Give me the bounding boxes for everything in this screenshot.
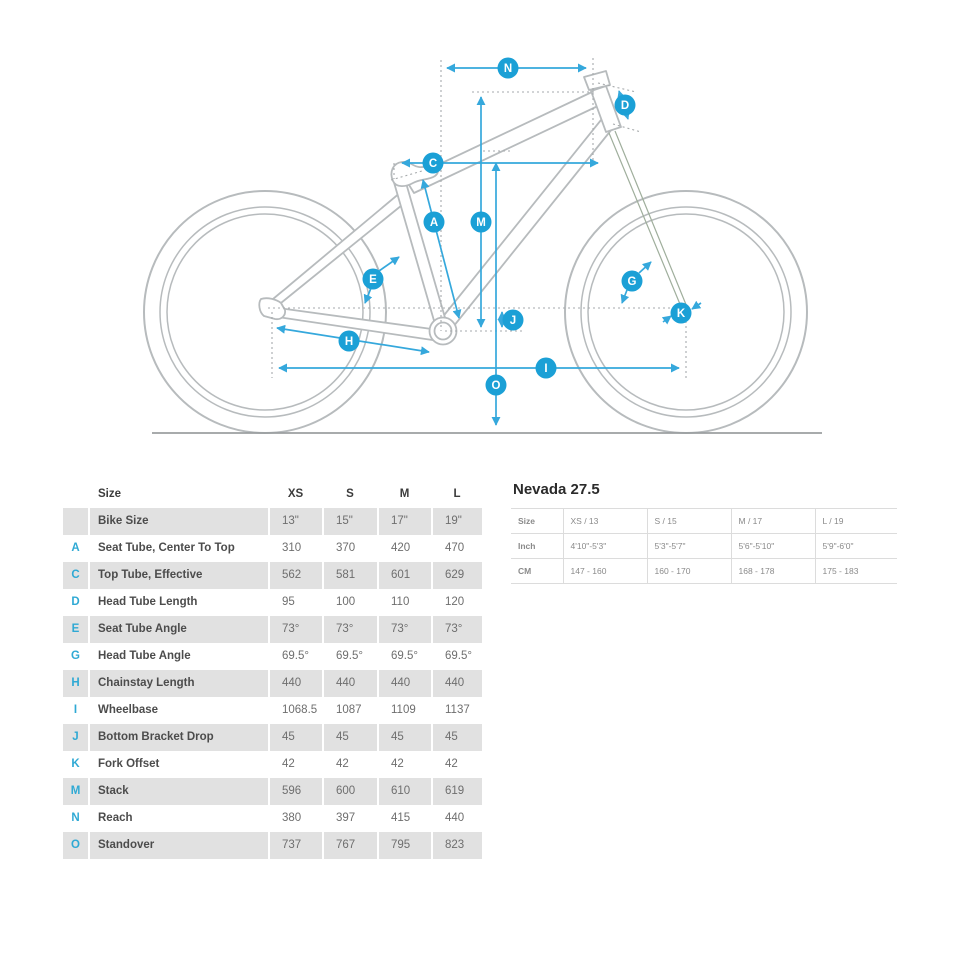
spec-value-cell: 1068.5 <box>268 697 322 724</box>
rider-size-block <box>511 481 897 584</box>
spec-value-cell: 795 <box>377 832 431 859</box>
spec-letter-cell: C <box>63 562 88 589</box>
svg-text:M: M <box>476 217 486 229</box>
spec-letter-cell: A <box>63 535 88 562</box>
spec-letter-cell: M <box>63 778 88 805</box>
badge-E <box>363 269 384 290</box>
spec-label-cell: Seat Tube Angle <box>88 616 268 643</box>
spec-row <box>63 643 482 670</box>
spec-row <box>63 508 482 535</box>
spec-value-cell: 73° <box>431 616 482 643</box>
rider-size-value-cell: 168 - 178 <box>731 559 815 584</box>
spec-value-cell: 440 <box>431 670 482 697</box>
svg-text:C: C <box>428 158 438 170</box>
svg-text:D: D <box>620 100 630 112</box>
rider-size-header-cell: Inch <box>511 534 563 559</box>
spec-letter-cell: E <box>63 616 88 643</box>
rider-size-value-cell: XS / 13 <box>563 509 647 534</box>
spec-label-cell: Stack <box>88 778 268 805</box>
rider-size-value-cell: 5'3"-5'7" <box>647 534 731 559</box>
spec-value-cell: 42 <box>377 751 431 778</box>
spec-header-letter-cell <box>63 481 88 508</box>
dim-G-arrow-up <box>639 262 651 273</box>
svg-text:N: N <box>503 63 513 75</box>
down-tube <box>437 120 612 332</box>
spec-label-cell: Seat Tube, Center To Top <box>88 535 268 562</box>
spec-value-cell: 45 <box>431 724 482 751</box>
spec-value-cell: 619 <box>431 778 482 805</box>
spec-value-cell: 19" <box>431 508 482 535</box>
rider-size-value-cell: L / 19 <box>815 509 897 534</box>
spec-letter-cell: G <box>63 643 88 670</box>
spec-value-cell: 581 <box>322 562 377 589</box>
spec-letter-cell: N <box>63 805 88 832</box>
spec-value-cell: 45 <box>268 724 322 751</box>
spec-row <box>63 724 482 751</box>
bike-diagram-svg <box>0 0 960 470</box>
spec-value-cell: 601 <box>377 562 431 589</box>
spec-value-cell: 73° <box>377 616 431 643</box>
spec-header-size-s: S <box>322 481 377 508</box>
spec-value-cell: 596 <box>268 778 322 805</box>
dim-K-arrow-right <box>692 303 701 309</box>
spec-value-cell: 69.5° <box>322 643 377 670</box>
spec-value-cell: 69.5° <box>268 643 322 670</box>
spec-label-cell: Reach <box>88 805 268 832</box>
spec-value-cell: 370 <box>322 535 377 562</box>
badge-D <box>615 95 636 116</box>
spec-value-cell: 415 <box>377 805 431 832</box>
spec-value-cell: 42 <box>322 751 377 778</box>
spec-value-cell: 1109 <box>377 697 431 724</box>
bike-geometry-diagram <box>0 0 960 470</box>
rider-size-value-cell: 147 - 160 <box>563 559 647 584</box>
rider-size-table-body <box>511 509 897 584</box>
bottom-bracket-inner <box>435 323 452 340</box>
spec-label-cell: Fork Offset <box>88 751 268 778</box>
rider-size-header-cell: Size <box>511 509 563 534</box>
rider-size-row <box>511 509 897 534</box>
spec-row <box>63 535 482 562</box>
rider-size-table <box>511 508 897 584</box>
spec-value-cell: 1137 <box>431 697 482 724</box>
spec-value-cell: 600 <box>322 778 377 805</box>
model-title: Nevada 27.5 <box>513 481 600 498</box>
spec-label-cell: Bottom Bracket Drop <box>88 724 268 751</box>
badge-M <box>471 212 492 233</box>
badge-C <box>423 153 444 174</box>
spec-value-cell: 440 <box>431 805 482 832</box>
spec-value-cell: 100 <box>322 589 377 616</box>
spec-label-cell: Bike Size <box>88 508 268 535</box>
spec-value-cell: 45 <box>322 724 377 751</box>
spec-value-cell: 823 <box>431 832 482 859</box>
spec-header-row <box>63 481 482 508</box>
spec-letter-cell <box>63 508 88 535</box>
spec-value-cell: 42 <box>268 751 322 778</box>
spec-value-cell: 15" <box>322 508 377 535</box>
svg-text:I: I <box>544 363 548 375</box>
spec-row <box>63 697 482 724</box>
spec-value-cell: 470 <box>431 535 482 562</box>
spec-letter-cell: H <box>63 670 88 697</box>
rider-size-value-cell: 4'10"-5'3" <box>563 534 647 559</box>
spec-value-cell: 73° <box>268 616 322 643</box>
spec-value-cell: 1087 <box>322 697 377 724</box>
spec-row <box>63 832 482 859</box>
spec-value-cell: 69.5° <box>431 643 482 670</box>
dim-E-arrow-up <box>379 257 399 271</box>
spec-value-cell: 420 <box>377 535 431 562</box>
spec-value-cell: 110 <box>377 589 431 616</box>
badge-N <box>498 58 519 79</box>
spec-label-cell: Top Tube, Effective <box>88 562 268 589</box>
spec-row <box>63 778 482 805</box>
badge-J <box>503 310 524 331</box>
spec-letter-cell: K <box>63 751 88 778</box>
spec-header-label-cell: Size <box>88 481 268 508</box>
badge-H <box>339 331 360 352</box>
rider-size-row <box>511 534 897 559</box>
spec-value-cell: 610 <box>377 778 431 805</box>
geometry-spec-table <box>63 481 482 859</box>
spec-value-cell: 629 <box>431 562 482 589</box>
rider-size-header-cell: CM <box>511 559 563 584</box>
rider-size-value-cell: 160 - 170 <box>647 559 731 584</box>
spec-letter-cell: O <box>63 832 88 859</box>
rider-size-row <box>511 559 897 584</box>
spec-value-cell: 45 <box>377 724 431 751</box>
fork <box>609 131 687 309</box>
dim-G-arrow-down <box>622 290 627 303</box>
dim-K-arrow-left <box>663 316 671 322</box>
spec-value-cell: 73° <box>322 616 377 643</box>
svg-text:K: K <box>676 308 686 320</box>
bike-frame <box>259 71 621 345</box>
svg-text:J: J <box>509 315 517 327</box>
spec-label-cell: Head Tube Length <box>88 589 268 616</box>
svg-text:G: G <box>627 276 637 288</box>
spec-table-body <box>63 508 482 859</box>
spec-value-cell: 380 <box>268 805 322 832</box>
spec-value-cell: 120 <box>431 589 482 616</box>
spec-header-size-xs: XS <box>268 481 322 508</box>
spec-row <box>63 589 482 616</box>
badge-G <box>622 271 643 292</box>
spec-value-cell: 440 <box>268 670 322 697</box>
spec-value-cell: 767 <box>322 832 377 859</box>
spec-value-cell: 397 <box>322 805 377 832</box>
spec-letter-cell: D <box>63 589 88 616</box>
svg-text:A: A <box>429 217 439 229</box>
spec-letter-cell: J <box>63 724 88 751</box>
spec-value-cell: 737 <box>268 832 322 859</box>
spec-header-size-l: L <box>431 481 482 508</box>
spec-label-cell: Wheelbase <box>88 697 268 724</box>
spec-value-cell: 13" <box>268 508 322 535</box>
rider-size-value-cell: M / 17 <box>731 509 815 534</box>
spec-header-size-m: M <box>377 481 431 508</box>
rider-size-value-cell: 175 - 183 <box>815 559 897 584</box>
badge-A <box>424 212 445 233</box>
spec-value-cell: 440 <box>377 670 431 697</box>
spec-label-cell: Standover <box>88 832 268 859</box>
spec-row <box>63 751 482 778</box>
svg-text:E: E <box>369 274 377 286</box>
svg-text:H: H <box>344 336 354 348</box>
svg-text:O: O <box>491 380 501 392</box>
spec-label-cell: Head Tube Angle <box>88 643 268 670</box>
spec-value-cell: 95 <box>268 589 322 616</box>
spec-letter-cell: I <box>63 697 88 724</box>
badge-K <box>671 303 692 324</box>
spec-row <box>63 562 482 589</box>
badge-I <box>536 358 557 379</box>
spec-label-cell: Chainstay Length <box>88 670 268 697</box>
spec-value-cell: 17" <box>377 508 431 535</box>
spec-value-cell: 440 <box>322 670 377 697</box>
spec-value-cell: 69.5° <box>377 643 431 670</box>
rider-size-value-cell: S / 15 <box>647 509 731 534</box>
spec-value-cell: 562 <box>268 562 322 589</box>
spec-row <box>63 670 482 697</box>
rider-size-value-cell: 5'6"-5'10" <box>731 534 815 559</box>
spec-value-cell: 310 <box>268 535 322 562</box>
spec-value-cell: 42 <box>431 751 482 778</box>
rider-size-value-cell: 5'9"-6'0" <box>815 534 897 559</box>
spec-row <box>63 805 482 832</box>
badge-O <box>486 375 507 396</box>
seat-stay <box>273 192 407 307</box>
spec-row <box>63 616 482 643</box>
